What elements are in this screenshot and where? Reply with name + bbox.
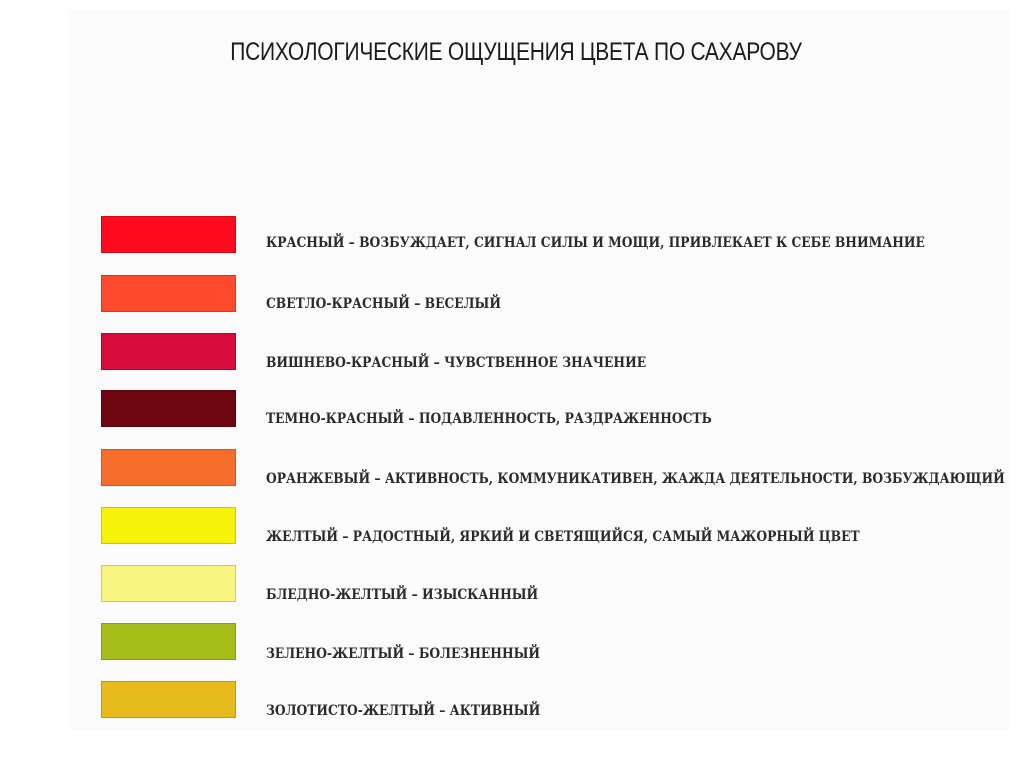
color-label-pale-yellow: БЛЕДНО-ЖЕЛТЫЙ – ИЗЫСКАННЫЙ [266, 587, 539, 603]
color-swatch-red [101, 216, 236, 253]
color-swatch-green-yellow [101, 623, 236, 660]
color-swatch-golden-yellow [101, 681, 236, 718]
color-label-red: КРАСНЫЙ – ВОЗБУЖДАЕТ, СИГНАЛ СИЛЫ И МОЩИ, ПРИВЛЕКАЕТ К СЕБЕ ВНИМАНИЕ [266, 235, 925, 251]
page-title: ПСИХОЛОГИЧЕСКИЕ ОЩУЩЕНИЯ ЦВЕТА ПО САХАРОВУ [230, 38, 802, 66]
color-swatch-orange [101, 449, 236, 486]
color-swatch-light-red [101, 275, 236, 312]
color-swatch-cherry-red [101, 333, 236, 370]
color-label-orange: ОРАНЖЕВЫЙ – АКТИВНОСТЬ, КОММУНИКАТИВЕН, ЖАЖДА ДЕЯТЕЛЬНОСТИ, ВОЗБУЖДАЮЩИЙ [266, 471, 1005, 487]
color-label-dark-red: ТЕМНО-КРАСНЫЙ – ПОДАВЛЕННОСТЬ, РАЗДРАЖЕННОСТЬ [266, 411, 712, 427]
color-swatch-yellow [101, 507, 236, 544]
color-swatch-pale-yellow [101, 565, 236, 602]
color-label-cherry-red: ВИШНЕВО-КРАСНЫЙ – ЧУВСТВЕННОЕ ЗНАЧЕНИЕ [266, 355, 647, 371]
color-label-yellow: ЖЕЛТЫЙ – РАДОСТНЫЙ, ЯРКИЙ И СВЕТЯЩИЙСЯ, САМЫЙ МАЖОРНЫЙ ЦВЕТ [266, 529, 860, 545]
color-label-green-yellow: ЗЕЛЕНО-ЖЕЛТЫЙ – БОЛЕЗНЕННЫЙ [266, 646, 541, 662]
color-label-golden-yellow: ЗОЛОТИСТО-ЖЕЛТЫЙ – АКТИВНЫЙ [266, 703, 541, 719]
color-swatch-dark-red [101, 390, 236, 427]
color-label-light-red: СВЕТЛО-КРАСНЫЙ – ВЕСЕЛЫЙ [266, 296, 502, 312]
